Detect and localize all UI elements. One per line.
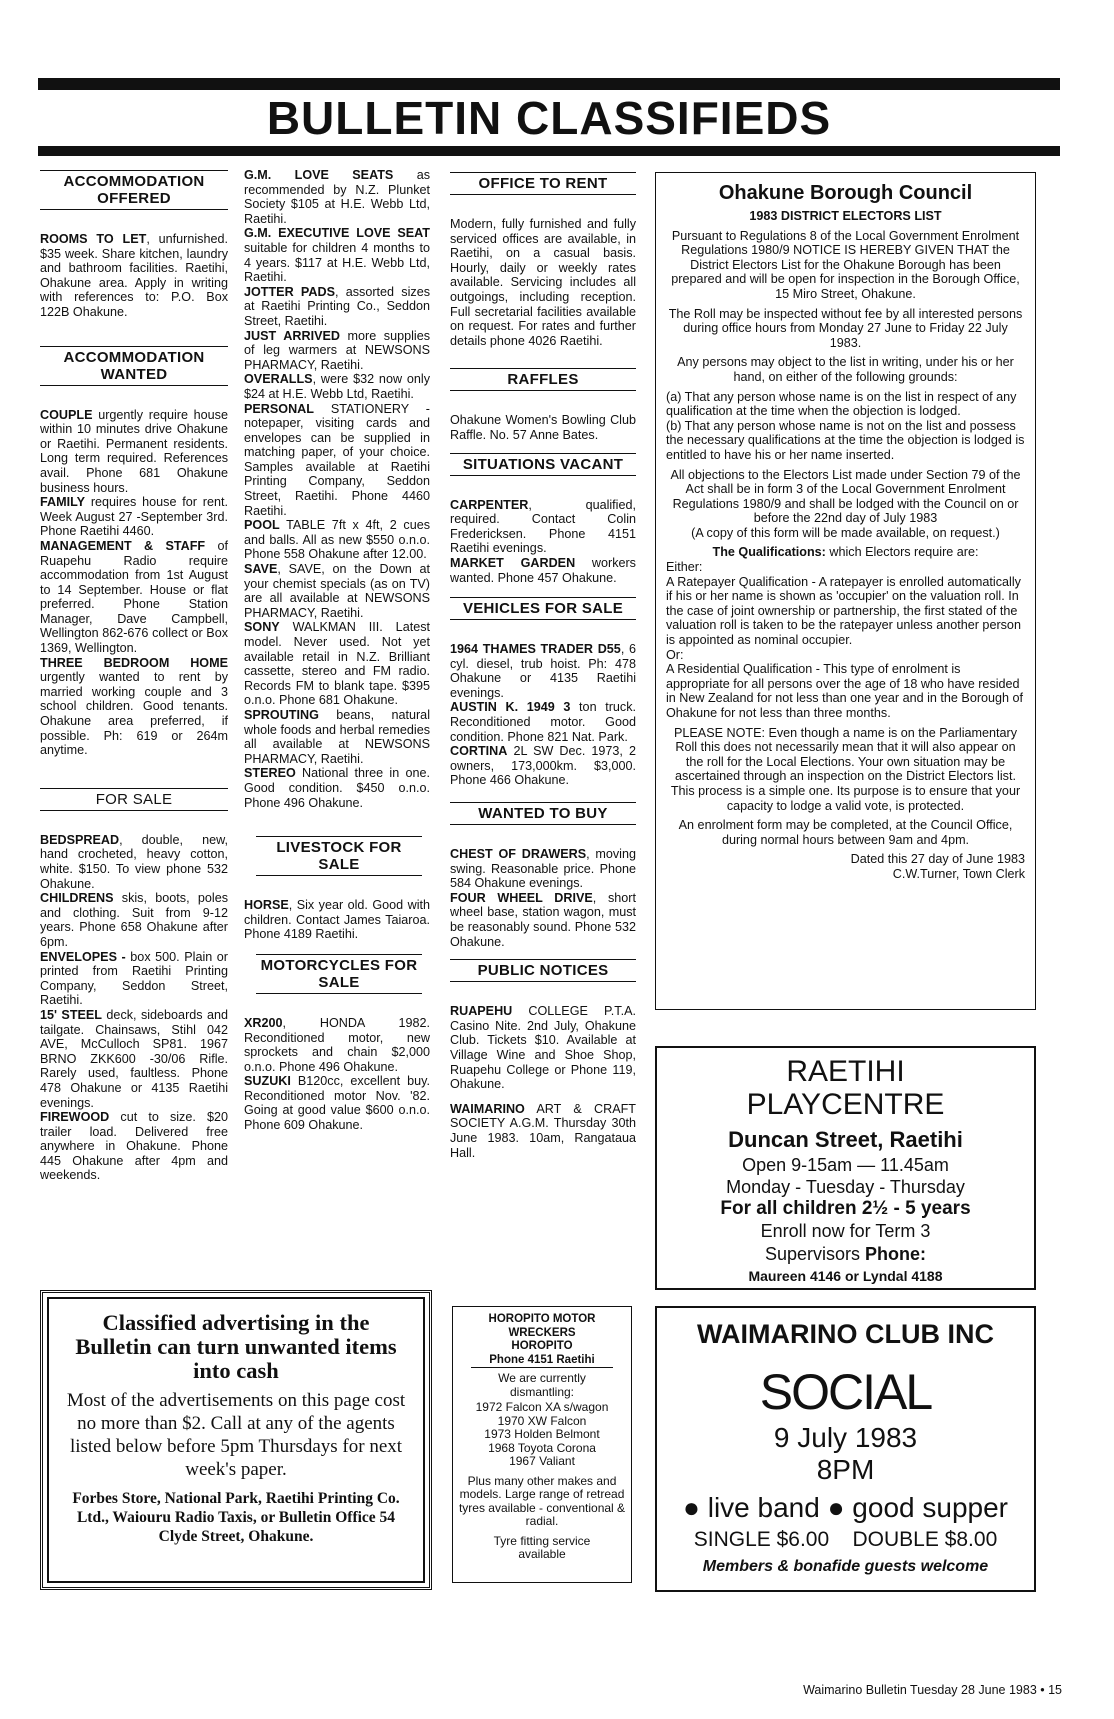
council-enrolment: An enrolment form may be completed, at the Council Office, during normal hours between 9am and 4pm. [678,818,1013,847]
listing-lead: 1964 THAMES TRADER D55 [450,642,621,657]
council-qualifications-label: The Qualifications: [712,545,826,560]
listing-lead: PERSONAL [244,401,314,416]
wreckers-car-item: 1967 Valiant [509,1454,575,1468]
section-public-notices-heading: PUBLIC NOTICES [450,959,636,982]
playcentre-open: Open 9-15am — 11.45am [742,1155,949,1175]
club-social-ad [655,1306,1036,1592]
playcentre-contacts: Maureen 4146 or Lyndal 4188 [748,1268,943,1284]
club-features [657,1490,1034,1526]
wreckers-name: HOROPITO MOTOR WRECKERS [488,1313,596,1339]
section-motorcycles-heading: MOTORCYCLES FOR SALE [256,954,422,994]
wreckers-place: HOROPITO [511,1340,573,1352]
listing-raffle: Ohakune Women's Bowling Club Raffle. No. 57 Anne Bates. [450,413,636,442]
listing-sprouting: SPROUTING beans, natural whole foods and herbal remedies all available at NEWSONS PHARMACY, Raetihi. [244,707,430,766]
listing-suzuki: SUZUKI B120cc, excellent buy. Reconditioned motor Nov. '82. Going at good value $600 o.n.o. Phone 609 Ohakune. [244,1074,430,1133]
club-name: WAIMARINO CLUB INC [697,1319,994,1349]
listing-lead: ENVELOPES - [40,949,126,964]
listing-cortina: CORTINA 2L SW Dec. 1973, 2 owners, 173,000km. $3,000. Phone 466 Ohakune. [450,744,636,788]
listing-lead: MARKET GARDEN [450,555,576,570]
listing-envelopes: ENVELOPES - box 500. Plain or printed from Raetihi Printing Company, Seddon Street, Raetihi. [40,949,229,1008]
listing-lead: CHILDRENS [40,891,114,906]
listing-lead: SAVE [244,562,278,577]
section-office-to-rent-heading: OFFICE TO RENT [450,172,636,195]
listing-lead: FAMILY [40,495,86,510]
council-ratepayer: A Ratepayer Qualification - A ratepayer is enrolled automatically if his or her name is shown as 'occupier' on the valuation roll. In the case of joint ownership or partnership, the first stated of the valuation roll is taken to be the ratepayer unless another person is appointed as nominal occupier. [666,574,1021,648]
council-para-6: All objections to the Electors List made under Section 79 of the Act shall be in form 3 of the Local Government Enrolment Regulations 1980/9 and shall be lodged with the Council on or before the 22nd day of July 1983 [670,467,1021,526]
page-title: BULLETIN CLASSIFIEDS [266,92,832,144]
council-para-4: (a) That any person whose name is on the list in respect of any qualification at the time when the objection is lodged. [666,389,1017,419]
council-qualifications [666,545,1025,560]
section-for-sale-heading: FOR SALE [40,788,228,811]
listing-lead: OVERALLS [244,372,313,387]
wreckers-car-item: 1968 Toyota Corona [488,1440,596,1455]
classified-promo-ad [40,1290,432,1590]
playcentre-days: Monday - Tuesday - Thursday [726,1177,965,1197]
masthead-top-rule [38,78,1060,90]
council-para-2: The Roll may be inspected without fee by all interested persons during office hours from Monday 27 June to Friday 22 July 1983. [668,306,1023,350]
listing-overalls: OVERALLS, were $32 now only $24 at H.E. Webb Ltd, Raetihi. [244,372,430,401]
council-notice [655,172,1036,1010]
listing-jotter-pads: JOTTER PADS, assorted sizes at Raetihi Printing Co., Seddon Street, Raetihi. [244,284,431,328]
wreckers-more: Plus many other makes and models. Large range of retread tyres available - conventional & radial. [458,1473,626,1528]
listing-personal-stationery: PERSONAL STATIONERY -notepaper, visiting cards and envelopes can be supplied in matching paper, of your choice. Samples available at Raetihi Printing Company, Seddon Street, Raetihi. Phone 4460 Raetihi. [244,401,430,518]
bullet-icon: ● [827,1492,845,1523]
listing-lead: HORSE [244,898,289,913]
listing-lead: STEREO [244,766,296,781]
listing-lead: BEDSPREAD [40,832,120,847]
wreckers-phone: Phone 4151 Raetihi [471,1354,613,1369]
listing-horse: HORSE, Six year old. Good with children. Contact James Taiaroa. Phone 4189 Raetihi. [244,898,430,942]
council-signed: C.W.Turner, Town Clerk [892,866,1025,881]
listing-rooms-to-let: ROOMS TO LET, unfurnished. $35 week. Share kitchen, laundry and bathroom facilities. Raetihi, Ohakune area. Apply in writing with references to: P.O. Box 122B Ohakune. [40,232,228,319]
listing-family: FAMILY requires house for rent. Week August 27 -September 3rd. Phone Raetihi 4460. [40,495,228,539]
listing-childrens: CHILDRENS skis, boots, poles and clothing. Suit from 9-12 years. Phone 658 Ohakune after 6pm. [40,891,228,949]
club-members: Members & bonafide guests welcome [702,1558,989,1575]
council-residential: A Residential Qualification - This type of enrolment is appropriate for all persons over the age of 18 who have resided in New Zealand for not less than one year and in the Borough of Ohakune for not less than three months. [666,662,1024,720]
listing-lead: CHEST OF DRAWERS [450,847,587,862]
listing-management: MANAGEMENT & STAFF of Ruapehu Radio require accommodation from 1st August to 14 September. House or flat preferred. Phone Station Manager, Dave Campbell, Wellington 862-676 collect or Box 1369, Wellington. [40,538,228,656]
council-subtitle: 1983 DISTRICT ELECTORS LIST [749,209,942,223]
council-para-3: Any persons may object to the list in writing, under his or her hand, on either of the following grounds: [677,355,1014,384]
listing-gm-love-seats: G.M. LOVE SEATS as recommended by N.Z. Plunket Society $105 at H.E. Webb Ltd, Raetihi. [244,168,430,226]
council-please-note: PLEASE NOTE: Even though a name is on the Parliamentary Roll this does not necessarily mean that it will also appear on the roll for the Local Elections. Your own situation may be ascertained through an inspection on the District Electors list. This process is a simple one. Its purpose is to ensure that your capacity to lodge a valid vote, is protected. [670,725,1021,813]
listing-lead: RUAPEHU [450,1004,513,1019]
listing-steel-deck: 15' STEEL deck, sideboards and tailgate. Chainsaws, Stihl 042 AVE, McCulloch SP81. 1967 BRNO ZKK600 -30/06 Rifle. Rarely used, faultless. Phone 478 Ohakune or 4135 Raetihi evenings. [40,1007,228,1110]
listing-couple: COUPLE urgently require house within 10 minutes drive Ohakune or Raetihi. Permanent residents. Long term required. References avail. Phone 681 Ohakune business hours. [40,407,228,495]
page-footer: Waimarino Bulletin Tuesday 28 June 1983 • 15 [803,1683,1062,1697]
listing-austin: AUSTIN K. 1949 3 ton truck. Reconditioned motor. Good condition. Phone 821 Nat. Park. [450,700,636,744]
club-date: 9 July 1983 [773,1422,918,1453]
listing-lead: FOUR WHEEL DRIVE [450,890,593,905]
council-dated: Dated this 27 day of June 1983 [850,852,1025,867]
wreckers-car-item: 1970 XW Falcon [497,1413,587,1428]
listing-carpenter: CARPENTER, qualified, required. Contact Colin Fredericksen. Phone 4151 Raetihi evenings. [450,497,636,556]
listing-lead: SONY [244,620,280,635]
playcentre-name-2: PLAYCENTRE [746,1088,945,1121]
listing-market-garden: MARKET GARDEN workers wanted. Phone 457 Ohakune. [450,555,636,585]
club-double-price: DOUBLE $8.00 [852,1528,998,1551]
playcentre-name-1: RAETIHI [786,1055,905,1088]
section-vehicles-heading: VEHICLES FOR SALE [450,597,636,620]
column-1 [40,170,228,1183]
listing-lead: G.M. LOVE SEATS [244,168,394,182]
club-prices [657,1526,1034,1554]
listing-lead: SUZUKI [244,1074,291,1089]
playcentre-supervisors-label: Supervisors [764,1244,861,1264]
listing-lead: ROOMS TO LET [40,232,147,246]
playcentre-enroll: Enroll now for Term 3 [760,1221,931,1241]
listing-office: Modern, fully furnished and fully serviced offices are available, in Raetihi, on a casual basis. Hourly, daily or weekly rates available. Servicing includes all outgoings, including reception. Full secretarial facilities available on request. For rates and further details phone 4026 Raetihi. [450,217,636,348]
playcentre-ad [655,1046,1036,1290]
playcentre-ages: For all children 2½ - 5 years [720,1198,971,1219]
club-time: 8PM [816,1454,875,1485]
listing-lead: CORTINA [450,744,508,759]
listing-lead: COUPLE [40,407,93,422]
wreckers-car-item: 1973 Holden Belmont [484,1427,600,1441]
listing-lead: FIREWOOD [40,1110,110,1125]
listing-xr200: XR200, HONDA 1982. Reconditioned motor, new sprockets and chain $2,000 o.n.o. Phone 496 Ohakune. [244,1015,430,1074]
club-single-price: SINGLE $6.00 [693,1528,830,1551]
listing-gm-executive: G.M. EXECUTIVE LOVE SEAT suitable for children 4 months to 4 years. $117 at H.E. Webb Ltd, Raetihi. [244,226,430,285]
listing-lead: JOTTER PADS [244,284,335,299]
listing-three-bedroom: THREE BEDROOM HOME urgently wanted to rent by married working couple and 3 school children. Good tenants. Ohakune area preferred, if possible. Ph: 619 or 264m anytime. [40,655,228,758]
club-band: live band [707,1492,820,1523]
wreckers-ad [452,1306,632,1583]
classified-promo-agents: Forbes Store, National Park, Raetihi Printing Co. Ltd., Waiouru Radio Taxis, or Bulletin Office 54 Clyde Street, Ohakune. [72,1490,400,1545]
section-accommodation-offered-heading: ACCOMMODATION OFFERED [40,170,228,210]
club-event: SOCIAL [759,1364,932,1420]
listing-lead: MANAGEMENT & STAFF [40,538,206,553]
playcentre-supervisors [657,1242,1034,1266]
wreckers-car-item: 1972 Falcon XA s/wagon [475,1400,609,1414]
classified-promo-body: Most of the advertisements on this page cost no more than $2. Call at any of the agents listed below before 5pm Thursdays for next week's paper. [66,1390,406,1480]
listing-lead: 15' STEEL [40,1007,103,1022]
column-2 [244,168,430,1133]
listing-pool-table: POOL TABLE 7ft x 4ft, 2 cues and balls. All as new $550 o.n.o. Phone 558 Ohakune after 12.00. [244,518,430,562]
classified-promo-headline: Classified advertising in the Bulletin can turn unwanted items into cash [75,1310,397,1383]
council-para-7: (A copy of this form will be made available, on request.) [691,525,1000,540]
listing-lead: G.M. EXECUTIVE LOVE SEAT [244,226,430,241]
section-accommodation-wanted-heading: ACCOMMODATION WANTED [40,346,228,386]
council-either: Either: [666,560,703,575]
section-situations-vacant-heading: SITUATIONS VACANT [450,453,636,476]
council-qualifications-text: which Electors require are: [825,545,979,560]
listing-chest-of-drawers: CHEST OF DRAWERS, moving swing. Reasonable price. Phone 584 Ohakune evenings. [450,847,636,891]
wreckers-service: Tyre fitting service available [493,1533,591,1561]
listing-just-arrived: JUST ARRIVED more supplies of leg warmers at NEWSONS PHARMACY, Raetihi. [244,328,430,372]
listing-ruapehu-college: RUAPEHU COLLEGE P.T.A. Casino Nite. 2nd July, Ohakune Club. Tickets $10. Available at Village Wine and Shoe Shop, Ruapehu College or Phone 119, Ohakune. [450,1004,636,1092]
column-3 [450,172,636,1160]
listing-bedspread: BEDSPREAD, double, new, hand crocheted, heavy cotton, white. $150. To view phone 532 Ohakune. [40,832,228,891]
listing-four-wheel-drive: FOUR WHEEL DRIVE, short wheel base, station wagon, must be reasonably sound. Phone 532 Ohakune. [450,890,636,949]
council-title: Ohakune Borough Council [718,182,973,204]
council-or: Or: [666,647,684,662]
listing-lead: THREE BEDROOM HOME [40,655,228,670]
section-raffles-heading: RAFFLES [450,368,636,391]
bullet-icon: ● [683,1492,700,1523]
listing-lead: SPROUTING [244,707,319,722]
listing-lead: JUST ARRIVED [244,328,340,343]
council-para-5: (b) That any person whose name is not on the list and possess the necessary qualifications at the time the objection is lodged is entitled to have his or her name inserted. [666,418,1025,462]
section-wanted-to-buy-heading: WANTED TO BUY [450,802,636,825]
playcentre-phone-label: Phone: [865,1244,927,1264]
club-supper: good supper [852,1492,1008,1523]
listing-firewood: FIREWOOD cut to size. $20 trailer load. Delivered free anywhere in Ohakune. Phone 445 Ohakune after 4pm and weekends. [40,1110,228,1183]
listing-save-save: SAVE, SAVE, on the Down at your chemist specials (as on TV) are all available at NEWSONS PHARMACY, Raetihi. [244,562,430,620]
listing-lead: POOL [244,518,280,533]
listing-lead: AUSTIN K. 1949 3 [450,700,571,715]
wreckers-car-list [457,1401,627,1469]
wreckers-intro: We are currently dismantling: [498,1371,586,1399]
playcentre-address: Duncan Street, Raetihi [728,1127,963,1152]
listing-waimarino-art: WAIMARINO ART & CRAFT SOCIETY A.G.M. Thursday 30th June 1983. 10am, Rangataua Hall. [450,1101,636,1160]
listing-lead: XR200 [244,1015,283,1030]
masthead-bottom-rule [38,146,1060,156]
listing-sony-walkman: SONY WALKMAN III. Latest model. Never used. Not yet available retail in N.Z. Brilliant cassette, stereo and FM radio. Records FM to blank tape. $395 o.n.o. Phone 681 Ohakune. [244,620,430,708]
section-livestock-heading: LIVESTOCK FOR SALE [256,836,422,876]
council-para-1: Pursuant to Regulations 8 of the Local Government Enrolment Regulations 1980/9 NOTICE IS HEREBY GIVEN THAT the District Electors List for the Ohakune Borough has been prepared and will be open for inspection in the Borough Office, 15 Miro Street, Ohakune. [671,228,1020,301]
listing-lead: WAIMARINO [450,1101,525,1116]
listing-lead: CARPENTER [450,497,529,512]
listing-thames-trader: 1964 THAMES TRADER D55, 6 cyl. diesel, trub hoist. Ph: 478 Ohakune or 4135 Raetihi evenings. [450,642,636,700]
listing-stereo: STEREO National three in one. Good condition. $450 o.n.o. Phone 496 Ohakune. [244,766,430,810]
